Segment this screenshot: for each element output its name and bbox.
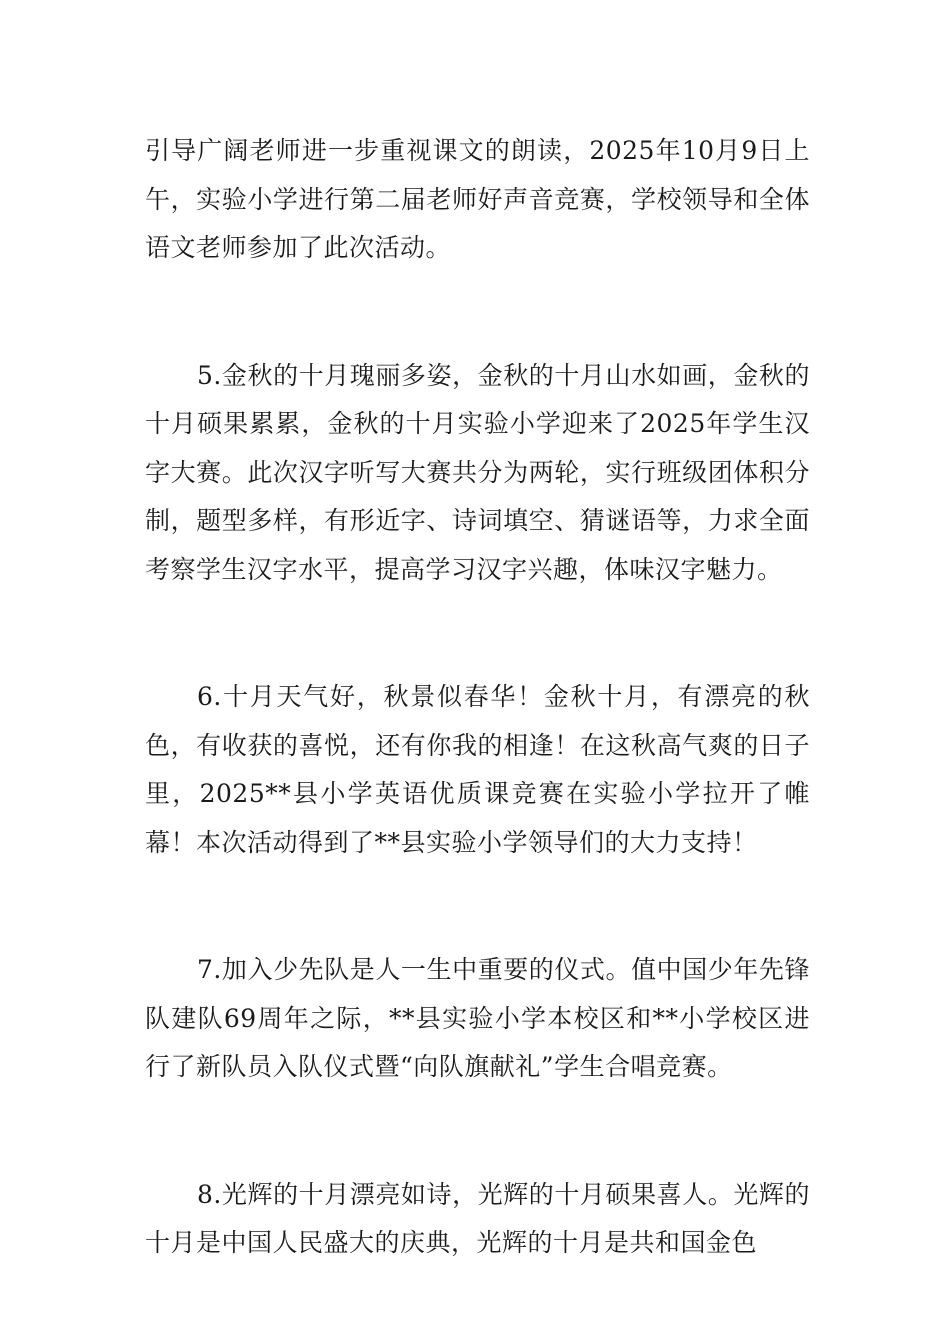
paragraph-continued: 引导广阔老师进一步重视课文的朗读，2025年10月9日上午，实验小学进行第二届老师好声音竞赛，学校领导和全体语文老师参加了此次活动。 [145, 136, 810, 262]
paragraph-spacer [145, 867, 810, 946]
paragraph-spacer [145, 273, 810, 352]
paragraph-item-7: 7.加入少先队是人一生中重要的仪式。值中国少年先锋队建队69周年之际，**县实验小学本校区和**小学校区进行了新队员入队仪式暨“向队旗献礼”学生合唱竞赛。 [145, 955, 810, 1081]
paragraph-spacer [145, 594, 810, 673]
paragraph-spacer [145, 1092, 810, 1171]
paragraph-item-6: 6.十月天气好，秋景似春华！金秋十月，有漂亮的秋色，有收获的喜悦，还有你我的相逢！在这秋高气爽的日子里，2025**县小学英语优质课竞赛在实验小学拉开了帷幕！本次活动得到了**县实验小学领导们的大力支持！ [145, 682, 810, 857]
paragraph-item-8: 8.光辉的十月漂亮如诗，光辉的十月硕果喜人。光辉的十月是中国人民盛大的庆典，光辉的十月是共和国金色 [145, 1179, 810, 1257]
paragraph-item-5: 5.金秋的十月瑰丽多姿，金秋的十月山水如画，金秋的十月硕果累累，金秋的十月实验小学迎来了2025年学生汉字大赛。此次汉字听写大赛共分为两轮，实行班级团体积分制，题型多样，有形近字、诗词填空、猜谜语等，力求全面考察学生汉字水平，提高学习汉字兴趣，体味汉字魅力。 [145, 360, 810, 584]
document-body [145, 127, 810, 1268]
